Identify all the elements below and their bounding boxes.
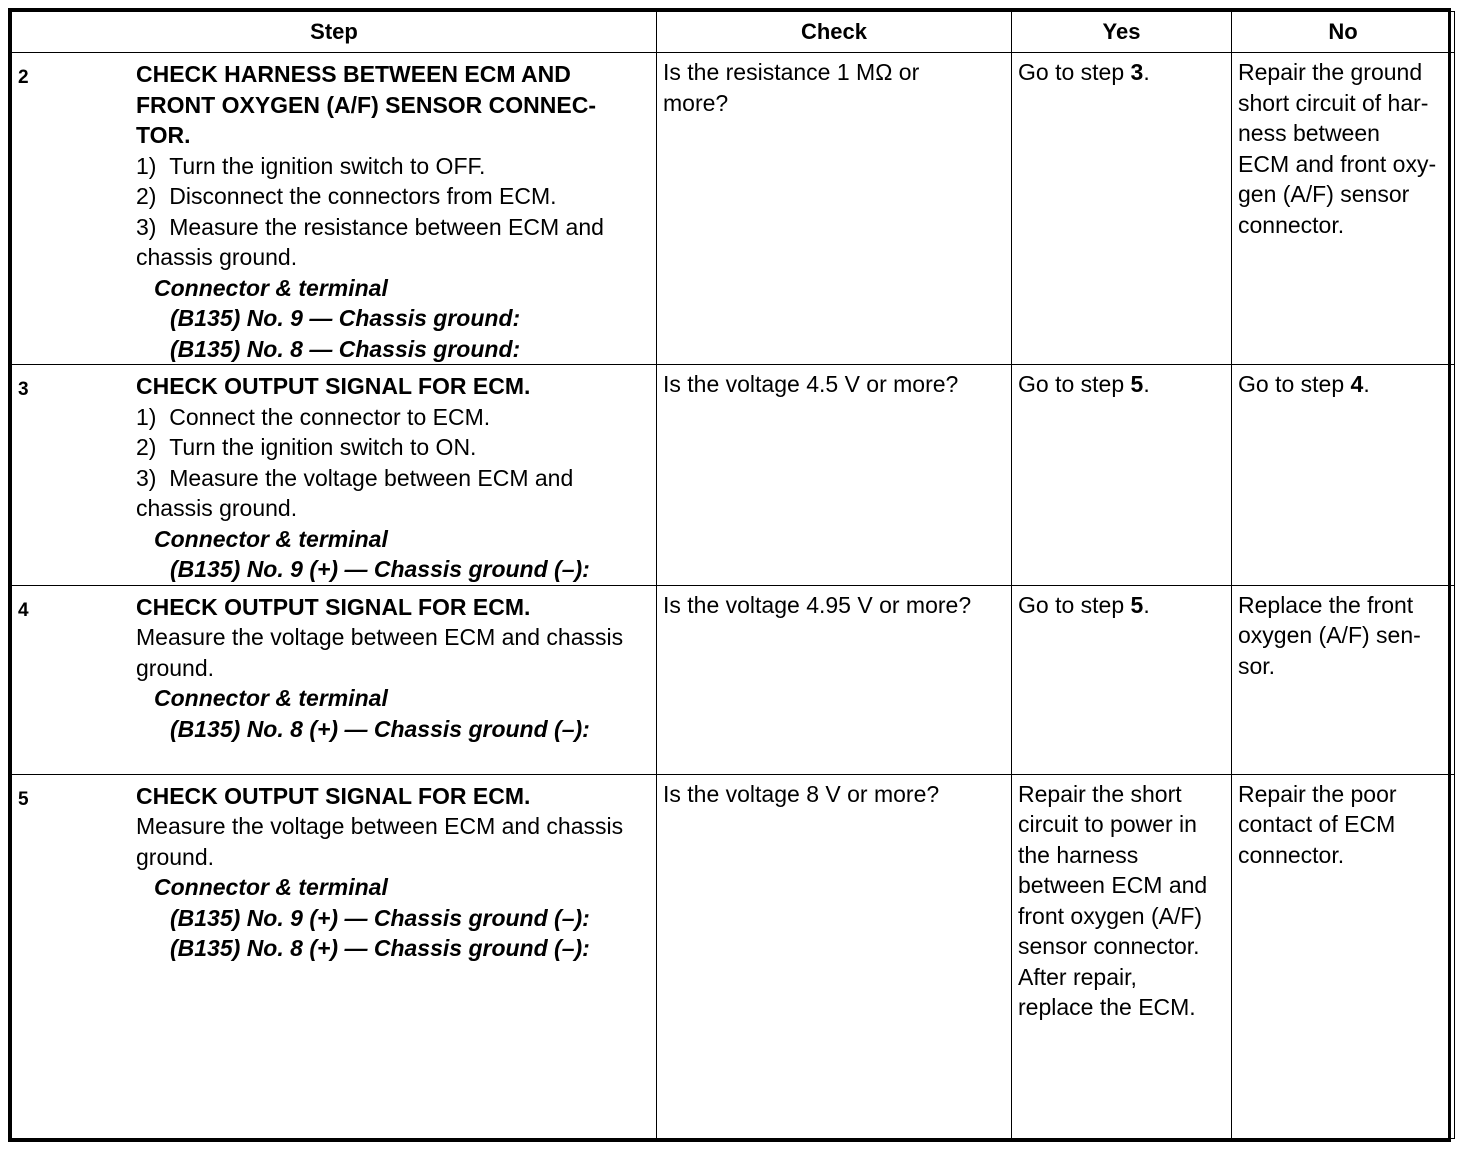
no-action: gen (A/F) sensor [1238,181,1410,207]
yes-end: . [1143,591,1150,618]
check-question: Is the voltage 4.95 V or more? [663,591,972,618]
yes-action: between ECM and [1018,872,1208,898]
check-question: Is the voltage 4.5 V or more? [663,371,959,397]
yes-text: Go to step [1018,371,1131,397]
connector-label: Connector & terminal [154,525,388,552]
header-yes: Yes [1012,12,1232,53]
no-action: Replace the front [1238,591,1414,618]
no-cell [1232,774,1455,1139]
step-instruction: chassis ground. [136,244,298,270]
step-instruction: ground. [136,843,215,870]
yes-action: front oxygen (A/F) [1018,902,1203,929]
yes-text: Go to step [1018,591,1131,618]
no-action: contact of ECM [1238,811,1396,837]
no-cell [1232,365,1455,586]
step-instruction: Measure the voltage between ECM and chassis [136,624,624,650]
step-title: FRONT OXYGEN (A/F) SENSOR CONNEC- [136,91,597,118]
step-cell [12,774,657,1139]
no-action: connector. [1238,841,1345,868]
step-instruction: 1) Turn the ignition switch to OFF. [136,152,486,179]
step-number: 4 [18,599,29,621]
no-action: short circuit of har- [1238,89,1429,116]
check-cell [657,585,1012,774]
header-step: Step [12,12,657,53]
check-cell [657,774,1012,1139]
table-row [12,365,1455,586]
step-cell [12,365,657,586]
step-title: CHECK OUTPUT SIGNAL FOR ECM. [136,782,531,809]
no-step-ref: 4 [1350,371,1364,397]
no-action: ness between [1238,120,1380,146]
step-instruction: 2) Turn the ignition switch to ON. [136,434,477,460]
step-title: TOR. [136,122,191,148]
no-action: ECM and front oxy- [1238,150,1437,177]
step-instruction: 3) Measure the resistance between ECM and [136,213,604,240]
no-action: Repair the poor [1238,780,1397,807]
connector-label: Connector & terminal [154,274,388,301]
step-number: 3 [18,379,29,400]
step-title: CHECK OUTPUT SIGNAL FOR ECM. [136,373,531,399]
diagnostic-table [11,11,1455,1139]
no-end: . [1363,371,1370,397]
no-action: oxygen (A/F) sen- [1238,622,1421,648]
terminal-spec: (B135) No. 9 (+) — Chassis ground (–): [170,556,590,582]
check-cell [657,365,1012,586]
no-action: Repair the ground [1238,59,1423,85]
check-cell [657,53,1012,365]
step-instruction: ground. [136,654,215,681]
yes-action: Repair the short [1018,780,1182,807]
step-number: 5 [18,788,29,810]
step-instruction: 3) Measure the voltage between ECM and [136,464,574,491]
yes-step-ref: 3 [1130,59,1144,85]
terminal-spec: (B135) No. 8 (+) — Chassis ground (–): [170,715,590,742]
no-action: connector. [1238,211,1345,238]
yes-action: sensor connector. [1018,933,1200,959]
yes-end: . [1143,59,1150,85]
step-instruction: Measure the voltage between ECM and chassis [136,813,624,839]
step-instruction: 2) Disconnect the connectors from ECM. [136,183,557,209]
header-check: Check [657,12,1012,53]
step-title: CHECK OUTPUT SIGNAL FOR ECM. [136,593,531,620]
no-cell [1232,585,1455,774]
step-number: 2 [18,67,29,88]
no-action: sor. [1238,652,1276,679]
step-instruction: chassis ground. [136,495,298,521]
terminal-spec: (B135) No. 9 (+) — Chassis ground (–): [170,904,590,931]
step-title: CHECK HARNESS BETWEEN ECM AND [136,61,571,87]
terminal-spec: (B135) No. 8 — Chassis ground: [170,335,521,362]
check-question: Is the voltage 8 V or more? [663,780,940,807]
connector-label: Connector & terminal [154,685,388,711]
yes-step-ref: 5 [1130,591,1144,618]
yes-action: replace the ECM. [1018,994,1196,1020]
yes-cell [1012,774,1232,1139]
yes-text: Go to step [1018,59,1131,85]
check-question: more? [663,89,729,116]
yes-cell [1012,365,1232,586]
check-question: Is the resistance 1 MΩ or [663,59,920,85]
diagnostic-table-frame [8,8,1451,1142]
yes-action: the harness [1018,841,1139,868]
terminal-spec: (B135) No. 8 (+) — Chassis ground (–): [170,935,590,961]
yes-action: circuit to power in [1018,811,1197,837]
step-cell [12,53,657,365]
yes-cell [1012,53,1232,365]
yes-action: After repair, [1018,963,1137,990]
header-row [12,12,1455,53]
yes-cell [1012,585,1232,774]
no-text: Go to step [1238,371,1351,397]
connector-label: Connector & terminal [154,874,388,900]
terminal-spec: (B135) No. 9 — Chassis ground: [170,305,521,331]
table-row [12,53,1455,365]
yes-end: . [1143,371,1150,397]
step-instruction: 1) Connect the connector to ECM. [136,403,491,430]
table-row [12,774,1455,1139]
step-cell [12,585,657,774]
no-cell [1232,53,1455,365]
yes-step-ref: 5 [1130,371,1144,397]
table-row [12,585,1455,774]
header-no: No [1232,12,1455,53]
